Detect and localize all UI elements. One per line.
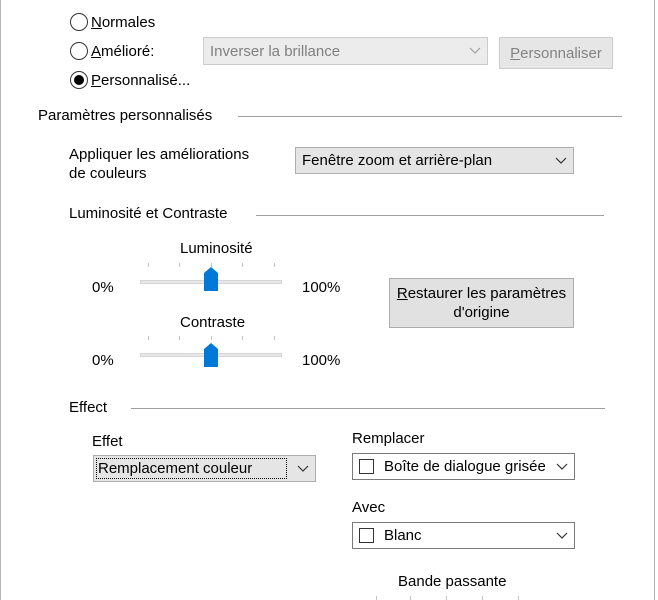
window-right-border	[654, 0, 655, 600]
slider-tick	[242, 336, 243, 340]
radio-normal[interactable]	[70, 13, 155, 31]
with-select[interactable]	[352, 522, 575, 549]
radio-normal-label: Normales	[91, 13, 156, 31]
radio-custom-label: Personnalisé...	[91, 71, 191, 89]
replace-color-checkbox[interactable]	[359, 459, 374, 474]
brightness-contrast-separator	[256, 215, 604, 216]
radio-enhanced-label: Amélioré:	[91, 42, 155, 60]
replace-select[interactable]	[352, 453, 575, 480]
effect-section-title: Effect	[69, 399, 108, 416]
enhanced-mode-select-value: Inverser la brillance	[210, 42, 341, 60]
radio-custom[interactable]	[70, 71, 190, 89]
contrast-slider[interactable]	[140, 333, 282, 373]
chevron-down-icon	[550, 532, 574, 540]
effect-label: Effet	[92, 433, 123, 450]
bandwidth-slider-tick	[518, 596, 519, 600]
reset-button-line2: d'origine	[453, 304, 510, 321]
reset-defaults-button[interactable]	[389, 278, 574, 328]
apply-label-line2: de couleurs	[69, 165, 147, 182]
replace-label: Remplacer	[352, 430, 425, 447]
slider-tick	[274, 263, 275, 267]
bandwidth-slider-tick	[446, 596, 447, 600]
radio-normal-circle[interactable]	[70, 13, 88, 31]
brightness-max-label: 100%	[302, 279, 341, 296]
replace-select-value: Boîte de dialogue grisée	[384, 458, 546, 475]
apply-select-value: Fenêtre zoom et arrière-plan	[302, 152, 493, 169]
slider-tick	[179, 263, 180, 267]
personalize-button-label: Personnaliser	[510, 44, 602, 62]
radio-enhanced-circle[interactable]	[70, 42, 88, 60]
chevron-down-icon	[549, 157, 573, 165]
chevron-down-icon	[291, 465, 315, 473]
contrast-min-label: 0%	[92, 352, 114, 369]
slider-tick	[242, 263, 243, 267]
chevron-down-icon	[550, 463, 574, 471]
radio-custom-circle[interactable]	[70, 71, 88, 89]
slider-tick	[148, 336, 149, 340]
custom-settings-title: Paramètres personnalisés	[38, 107, 213, 124]
brightness-slider[interactable]	[140, 260, 282, 300]
bandwidth-label: Bande passante	[398, 573, 507, 590]
apply-enhancements-select[interactable]	[295, 147, 574, 174]
effect-select-value: Remplacement couleur	[96, 458, 287, 479]
reset-button-line1: Restaurer les paramètres	[396, 285, 567, 302]
apply-label-line1: Appliquer les améliorations	[69, 146, 250, 163]
personalize-button[interactable]	[499, 37, 613, 69]
effect-select[interactable]	[93, 455, 316, 482]
brightness-min-label: 0%	[92, 279, 114, 296]
with-color-checkbox[interactable]	[359, 528, 374, 543]
brightness-contrast-title: Luminosité et Contraste	[69, 205, 228, 222]
apply-enhancements-label	[69, 145, 249, 183]
bandwidth-slider-tick	[410, 596, 411, 600]
enhanced-mode-select[interactable]	[203, 37, 488, 65]
radio-enhanced[interactable]	[70, 42, 154, 60]
bandwidth-slider-tick	[482, 596, 483, 600]
slider-tick	[274, 336, 275, 340]
brightness-label: Luminosité	[180, 240, 253, 257]
custom-settings-separator	[238, 116, 622, 117]
contrast-max-label: 100%	[302, 352, 341, 369]
slider-tick	[211, 336, 212, 340]
with-select-value: Blanc	[384, 527, 422, 544]
chevron-down-icon	[463, 47, 487, 55]
contrast-label: Contraste	[180, 314, 246, 331]
with-label: Avec	[352, 499, 386, 516]
effect-separator	[131, 408, 605, 409]
bandwidth-slider-tick	[376, 596, 377, 600]
brightness-slider-thumb[interactable]	[204, 267, 218, 291]
slider-tick	[179, 336, 180, 340]
slider-tick	[148, 263, 149, 267]
contrast-slider-thumb[interactable]	[204, 343, 218, 367]
window-left-border	[0, 0, 1, 600]
